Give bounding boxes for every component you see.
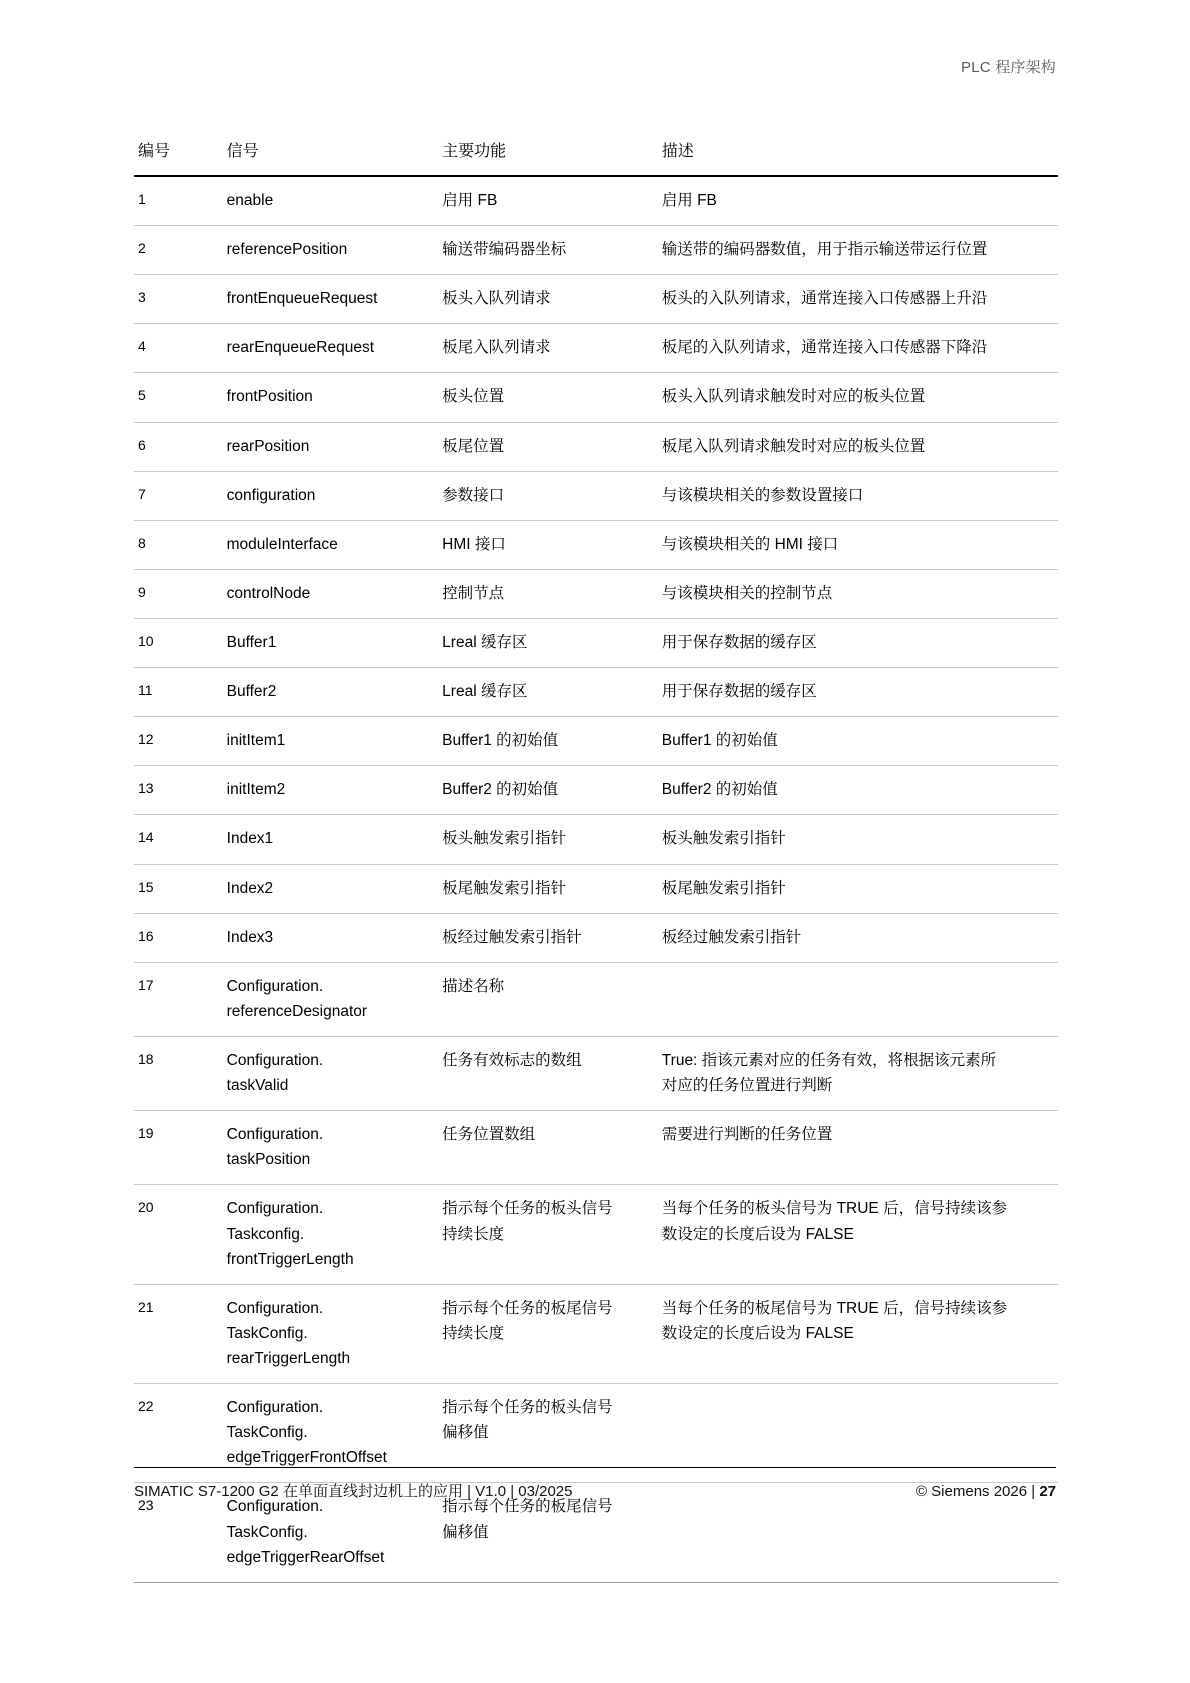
table-header-row (134, 130, 1058, 176)
table-body (134, 176, 1058, 1582)
footer-page-number: 27 (1039, 1483, 1056, 1500)
cell-description-line: 输送带的编码器数值，用于指示输送带运行位置 (661, 241, 988, 259)
cell-function-line: 描述名称 (442, 977, 505, 995)
cell-function-line: 板头触发索引指针 (442, 830, 567, 848)
cell-number: 15 (134, 864, 223, 913)
table-row (134, 618, 1058, 667)
table-row (134, 569, 1058, 618)
signal-table (134, 130, 1058, 1583)
cell-signal (223, 618, 439, 667)
cell-function-line: 参数接口 (442, 486, 505, 504)
cell-description-line: Buffer1 的初始值 (661, 732, 778, 750)
page-footer (134, 1467, 1056, 1501)
cell-description-line: 板头触发索引指针 (661, 830, 786, 848)
cell-number: 7 (134, 471, 223, 520)
table-row (134, 913, 1058, 962)
cell-number: 19 (134, 1111, 223, 1185)
cell-number: 23 (134, 1483, 223, 1582)
cell-signal (223, 717, 439, 766)
cell-signal (223, 815, 439, 864)
cell-function (438, 324, 658, 373)
cell-function-line: Buffer1 的初始值 (442, 732, 559, 750)
footer-document-title: SIMATIC S7-1200 G2 在单面直线封边机上的应用 | V1.0 | 03/2025 (134, 1483, 573, 1500)
cell-signal-line: enable (226, 192, 274, 209)
cell-description-line: 板尾的入队列请求，通常连接入口传感器下降沿 (661, 339, 988, 357)
cell-function (438, 815, 658, 864)
cell-description (658, 324, 1058, 373)
cell-description-line: 用于保存数据的缓存区 (661, 683, 817, 701)
cell-description-line: 对应的任务位置进行判断 (661, 1077, 833, 1095)
cell-function (438, 766, 658, 815)
cell-signal-line: Buffer1 (226, 633, 277, 651)
cell-signal-line: edgeTriggerRearOffset (226, 1548, 385, 1566)
cell-signal-line: controlNode (226, 584, 311, 602)
cell-description (658, 1111, 1058, 1185)
cell-signal (223, 422, 439, 471)
cell-signal-line: Index1 (226, 830, 274, 848)
cell-function-line: 控制节点 (442, 584, 505, 602)
cell-description (658, 766, 1058, 815)
column-header-signal: 信号 (226, 143, 259, 160)
cell-signal (223, 1284, 439, 1383)
cell-description-line: True: 指该元素对应的任务有效，将根据该元素所 (661, 1051, 997, 1069)
table-row (134, 1185, 1058, 1284)
cell-number: 17 (134, 962, 223, 1036)
table-row (134, 766, 1058, 815)
cell-description (658, 1284, 1058, 1383)
cell-signal-line: TaskConfig. (226, 1324, 308, 1342)
footer-copyright (916, 1483, 1056, 1500)
cell-signal-line: frontTriggerLength (226, 1250, 354, 1268)
cell-description (658, 815, 1058, 864)
cell-signal-line: referenceDesignator (226, 1002, 368, 1020)
cell-description (658, 520, 1058, 569)
cell-function (438, 913, 658, 962)
cell-function (438, 1284, 658, 1383)
cell-description-line: 与该模块相关的参数设置接口 (661, 486, 864, 504)
cell-function-line: 偏移值 (442, 1424, 489, 1442)
cell-signal-line: configuration (226, 486, 316, 504)
cell-description (658, 569, 1058, 618)
cell-description (658, 373, 1058, 422)
table-row (134, 1111, 1058, 1185)
cell-signal-line: Configuration. (226, 1051, 324, 1069)
cell-description (658, 471, 1058, 520)
cell-signal-line: Configuration. (226, 1498, 324, 1516)
cell-function-line: 输送带编码器坐标 (442, 241, 567, 259)
column-header-function: 主要功能 (442, 143, 507, 160)
cell-description-line: 与该模块相关的 HMI 接口 (661, 535, 839, 553)
cell-description (658, 913, 1058, 962)
cell-function (438, 1036, 658, 1110)
cell-function-line: Buffer2 的初始值 (442, 781, 559, 799)
cell-function-line: HMI 接口 (442, 535, 506, 553)
cell-description-line: 数设定的长度后设为 FALSE (661, 1324, 854, 1342)
cell-signal-line: initItem1 (226, 732, 286, 750)
cell-description (658, 962, 1058, 1036)
cell-signal-line: edgeTriggerFrontOffset (226, 1449, 387, 1467)
cell-number: 14 (134, 815, 223, 864)
cell-signal (223, 766, 439, 815)
cell-signal-line: frontEnqueueRequest (226, 290, 378, 308)
cell-description (658, 275, 1058, 324)
cell-function-line: 持续长度 (442, 1225, 505, 1243)
table-row (134, 1036, 1058, 1110)
cell-description-line: Buffer2 的初始值 (661, 781, 778, 799)
cell-signal-line: rearEnqueueRequest (226, 339, 374, 357)
cell-function-line: 任务位置数组 (442, 1126, 536, 1144)
cell-signal (223, 668, 439, 717)
cell-description (658, 668, 1058, 717)
cell-function-line: 板头入队列请求 (442, 290, 551, 308)
cell-function (438, 176, 658, 226)
cell-number: 5 (134, 373, 223, 422)
cell-function (438, 569, 658, 618)
cell-description (658, 422, 1058, 471)
table-row (134, 324, 1058, 373)
page-header: PLC 程序架构 (961, 59, 1056, 76)
cell-number: 4 (134, 324, 223, 373)
cell-signal (223, 471, 439, 520)
cell-description-line: 板经过触发索引指针 (661, 928, 802, 946)
cell-signal (223, 864, 439, 913)
cell-description (658, 1185, 1058, 1284)
cell-signal-line: Configuration. (226, 1200, 324, 1218)
cell-function-line: 偏移值 (442, 1523, 489, 1541)
cell-signal-line: referencePosition (226, 241, 348, 259)
cell-function (438, 864, 658, 913)
cell-function (438, 717, 658, 766)
cell-description (658, 717, 1058, 766)
cell-description (658, 864, 1058, 913)
cell-function-line: 持续长度 (442, 1324, 505, 1342)
cell-number: 1 (134, 176, 223, 226)
cell-signal (223, 1036, 439, 1110)
cell-number: 13 (134, 766, 223, 815)
cell-description-line: 板头的入队列请求，通常连接入口传感器上升沿 (661, 290, 988, 308)
table-row (134, 520, 1058, 569)
cell-description-line: 板头入队列请求触发时对应的板头位置 (661, 388, 926, 406)
cell-function (438, 226, 658, 275)
column-header-description: 描述 (661, 143, 694, 160)
cell-signal (223, 1185, 439, 1284)
cell-signal (223, 569, 439, 618)
cell-signal-line: Configuration. (226, 1399, 324, 1417)
cell-signal (223, 226, 439, 275)
cell-signal-line: TaskConfig. (226, 1523, 308, 1541)
cell-number: 22 (134, 1384, 223, 1483)
table-row (134, 471, 1058, 520)
cell-number: 9 (134, 569, 223, 618)
cell-number: 12 (134, 717, 223, 766)
table-row (134, 864, 1058, 913)
cell-signal-line: initItem2 (226, 781, 286, 799)
cell-description (658, 226, 1058, 275)
cell-description-line: 需要进行判断的任务位置 (661, 1126, 833, 1144)
cell-function-line: 指示每个任务的板尾信号 (442, 1498, 613, 1516)
table-row (134, 1284, 1058, 1383)
cell-signal-line: Configuration. (226, 1126, 324, 1144)
cell-description-line: 板尾触发索引指针 (661, 879, 786, 897)
cell-function-line: 板头位置 (442, 388, 505, 406)
cell-function (438, 275, 658, 324)
cell-signal-line: Configuration. (226, 977, 324, 995)
cell-function-line: 任务有效标志的数组 (442, 1051, 582, 1069)
cell-signal-line: moduleInterface (226, 535, 338, 553)
cell-number: 11 (134, 668, 223, 717)
cell-number: 18 (134, 1036, 223, 1110)
cell-number: 16 (134, 913, 223, 962)
cell-signal-line: taskPosition (226, 1151, 311, 1169)
cell-number: 8 (134, 520, 223, 569)
cell-description (658, 176, 1058, 226)
cell-function (438, 422, 658, 471)
cell-number: 20 (134, 1185, 223, 1284)
cell-description-line: 数设定的长度后设为 FALSE (661, 1225, 854, 1243)
cell-function (438, 1111, 658, 1185)
cell-number: 6 (134, 422, 223, 471)
cell-function (438, 1185, 658, 1284)
cell-function (438, 471, 658, 520)
cell-signal-line: frontPosition (226, 388, 313, 406)
cell-description-line: 启用 FB (661, 192, 717, 209)
table-row (134, 962, 1058, 1036)
cell-signal-line: taskValid (226, 1077, 289, 1095)
cell-function (438, 520, 658, 569)
cell-signal (223, 1111, 439, 1185)
cell-signal-line: Index2 (226, 879, 274, 897)
cell-signal-line: rearTriggerLength (226, 1349, 351, 1367)
cell-function (438, 373, 658, 422)
footer-copyright-text: © Siemens 2026 | (915, 1483, 1036, 1500)
cell-function (438, 668, 658, 717)
cell-number: 2 (134, 226, 223, 275)
table-row (134, 668, 1058, 717)
cell-function-line: 板尾触发索引指针 (442, 879, 567, 897)
cell-function-line: 板经过触发索引指针 (442, 928, 582, 946)
cell-function-line: Lreal 缓存区 (442, 683, 528, 701)
cell-signal (223, 520, 439, 569)
table-row (134, 226, 1058, 275)
page-content (134, 130, 1058, 1583)
table-row (134, 717, 1058, 766)
cell-description-line: 板尾入队列请求触发时对应的板头位置 (661, 437, 926, 455)
cell-description-line: 用于保存数据的缓存区 (661, 633, 817, 651)
cell-signal (223, 176, 439, 226)
cell-description (658, 618, 1058, 667)
cell-number: 3 (134, 275, 223, 324)
cell-signal-line: Taskconfig. (226, 1225, 305, 1243)
cell-description-line: 当每个任务的板尾信号为 TRUE 后，信号持续该参 (661, 1299, 1008, 1317)
cell-signal (223, 324, 439, 373)
cell-function-line: 指示每个任务的板头信号 (442, 1399, 613, 1417)
cell-function-line: 启用 FB (442, 192, 498, 209)
table-head (134, 130, 1058, 176)
cell-function (438, 618, 658, 667)
table-row (134, 373, 1058, 422)
table-row (134, 176, 1058, 226)
cell-function-line: 指示每个任务的板尾信号 (442, 1299, 613, 1317)
table-row (134, 422, 1058, 471)
cell-signal-line: Buffer2 (226, 683, 277, 701)
cell-function-line: 板尾位置 (442, 437, 505, 455)
table-row (134, 815, 1058, 864)
cell-signal-line: TaskConfig. (226, 1424, 308, 1442)
cell-function-line: 指示每个任务的板头信号 (442, 1200, 613, 1218)
cell-function-line: 板尾入队列请求 (442, 339, 551, 357)
table-row (134, 275, 1058, 324)
cell-number: 21 (134, 1284, 223, 1383)
cell-description-line: 与该模块相关的控制节点 (661, 584, 833, 602)
cell-function (438, 962, 658, 1036)
cell-description (658, 1036, 1058, 1110)
cell-signal (223, 275, 439, 324)
cell-signal (223, 373, 439, 422)
cell-signal-line: Configuration. (226, 1299, 324, 1317)
cell-signal (223, 913, 439, 962)
cell-signal (223, 962, 439, 1036)
column-header-number: 编号 (138, 143, 171, 160)
cell-description-line: 当每个任务的板头信号为 TRUE 后，信号持续该参 (661, 1200, 1008, 1218)
cell-signal-line: rearPosition (226, 437, 310, 455)
cell-signal-line: Index3 (226, 928, 274, 946)
cell-number: 10 (134, 618, 223, 667)
cell-function-line: Lreal 缓存区 (442, 633, 528, 651)
